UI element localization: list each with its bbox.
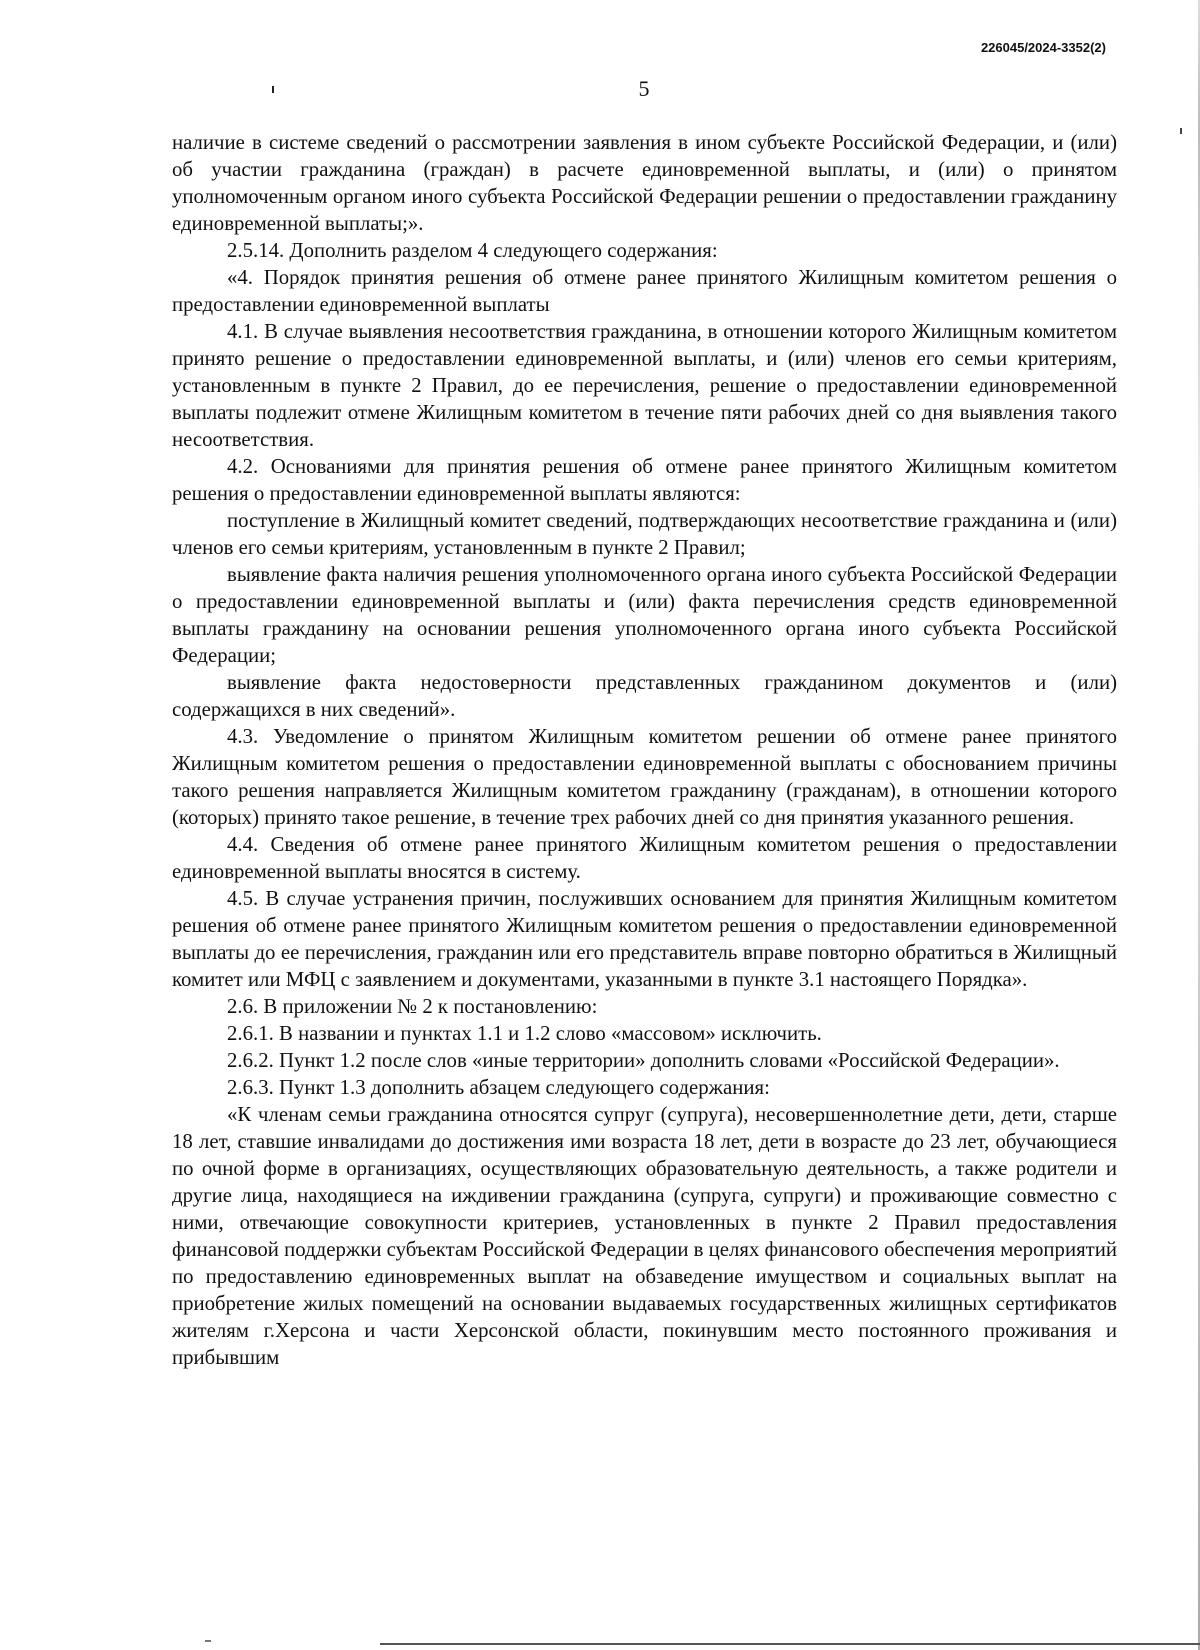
paragraph: 4.5. В случае устранения причин, послуживших основанием для принятия Жилищным комитетом решения об отмене ранее принятого Жилищным комитетом решения о предоставлении единовременной выплаты до ее перечисления, гражданин или его представитель вправе повторно обратиться в Жилищный комитет или МФЦ с заявлением и документами, указанными в пункте 3.1 настоящего Порядка». [172, 887, 1117, 991]
paragraph: поступление в Жилищный комитет сведений, подтверждающих несоответствие гражданина и (или) членов его семьи критериям, установленным в пункте 2 Правил; [172, 509, 1117, 559]
paragraph: 4.3. Уведомление о принятом Жилищным комитетом решении об отмене ранее принятого Жилищным комитетом решения о предоставлении единовременной выплаты с обоснованием причины такого решения направляется Жилищным комитетом гражданину (гражданам), в отношении которого (которых) принято такое решение, в течение трех рабочих дней со дня принятия указанного решения. [172, 725, 1117, 829]
document-id: 226045/2024-3352(2) [980, 40, 1106, 55]
scan-mark [272, 86, 274, 93]
scan-mark [1180, 128, 1182, 134]
paragraph: наличие в системе сведений о рассмотрении заявления в ином субъекте Российской Федерации, и (или) об участии гражданина (граждан) в расчете единовременной выплаты, и (или) о принятом уполномоченным органом иного субъекта Российской Федерации решении о предоставлении гражданину единовременной выплаты;». [172, 131, 1117, 235]
paragraph: 2.6.3. Пункт 1.3 дополнить абзацем следующего содержания: [227, 1076, 770, 1099]
paragraph: выявление факта наличия решения уполномоченного органа иного субъекта Российской Федерации о предоставлении единовременной выплаты и (или) факта перечисления средств единовременной выплаты гражданину на основании решения уполномоченного органа иного субъекта Российской Федерации; [172, 563, 1117, 667]
scan-edge-bottom [380, 1643, 1200, 1645]
paragraph: 4.2. Основаниями для принятия решения об отмене ранее принятого Жилищным комитетом решения о предоставлении единовременной выплаты являются: [172, 455, 1117, 505]
paragraph: 2.5.14. Дополнить разделом 4 следующего содержания: [227, 239, 718, 262]
page-number: 5 [638, 76, 650, 101]
paragraph: 4.1. В случае выявления несоответствия гражданина, в отношении которого Жилищным комитетом принято решение о предоставлении единовременной выплаты, и (или) членов его семьи критериям, установленным в пункте 2 Правил, до ее перечисления, решение о предоставлении единовременной выплаты подлежит отмене Жилищным комитетом в течение пяти рабочих дней со дня выявления такого несоответствия. [172, 320, 1117, 451]
scan-mark [205, 1640, 211, 1642]
paragraph: «4. Порядок принятия решения об отмене ранее принятого Жилищным комитетом решения о предоставлении единовременной выплаты [172, 266, 1117, 316]
paragraph: 2.6.2. Пункт 1.2 после слов «иные территории» дополнить словами «Российской Федерации». [227, 1049, 1060, 1072]
paragraph: «К членам семьи гражданина относятся супруг (супруга), несовершеннолетние дети, дети, старше 18 лет, ставшие инвалидами до достижения ими возраста 18 лет, дети в возрасте до 23 лет, обучающиеся по очной форме в организациях, осуществляющих образовательную деятельность, а также родители и другие лица, находящиеся на иждивении гражданина (супруга, супруги) и проживающие совместно с ними, отвечающие совокупности критериев, установленных в пункте 2 Правил предоставления финансовой поддержки субъектам Российской Федерации в целях финансового обеспечения мероприятий по предоставлению единовременных выплат на обзаведение имуществом и социальных выплат на приобретение жилых помещений на основании выдаваемых государственных жилищных сертификатов жителям г.Херсона и части Херсонской области, покинувшим место постоянного проживания и прибывшим [172, 1103, 1117, 1369]
paragraph: 2.6. В приложении № 2 к постановлению: [227, 995, 598, 1018]
paragraph: 4.4. Сведения об отмене ранее принятого Жилищным комитетом решения о предоставлении единовременной выплаты вносятся в систему. [172, 833, 1117, 883]
document-body [172, 129, 1117, 1371]
paragraph: выявление факта недостоверности представленных гражданином документов и (или) содержащихся в них сведений». [172, 671, 1117, 721]
paragraph: 2.6.1. В названии и пунктах 1.1 и 1.2 слово «массовом» исключить. [227, 1022, 822, 1045]
